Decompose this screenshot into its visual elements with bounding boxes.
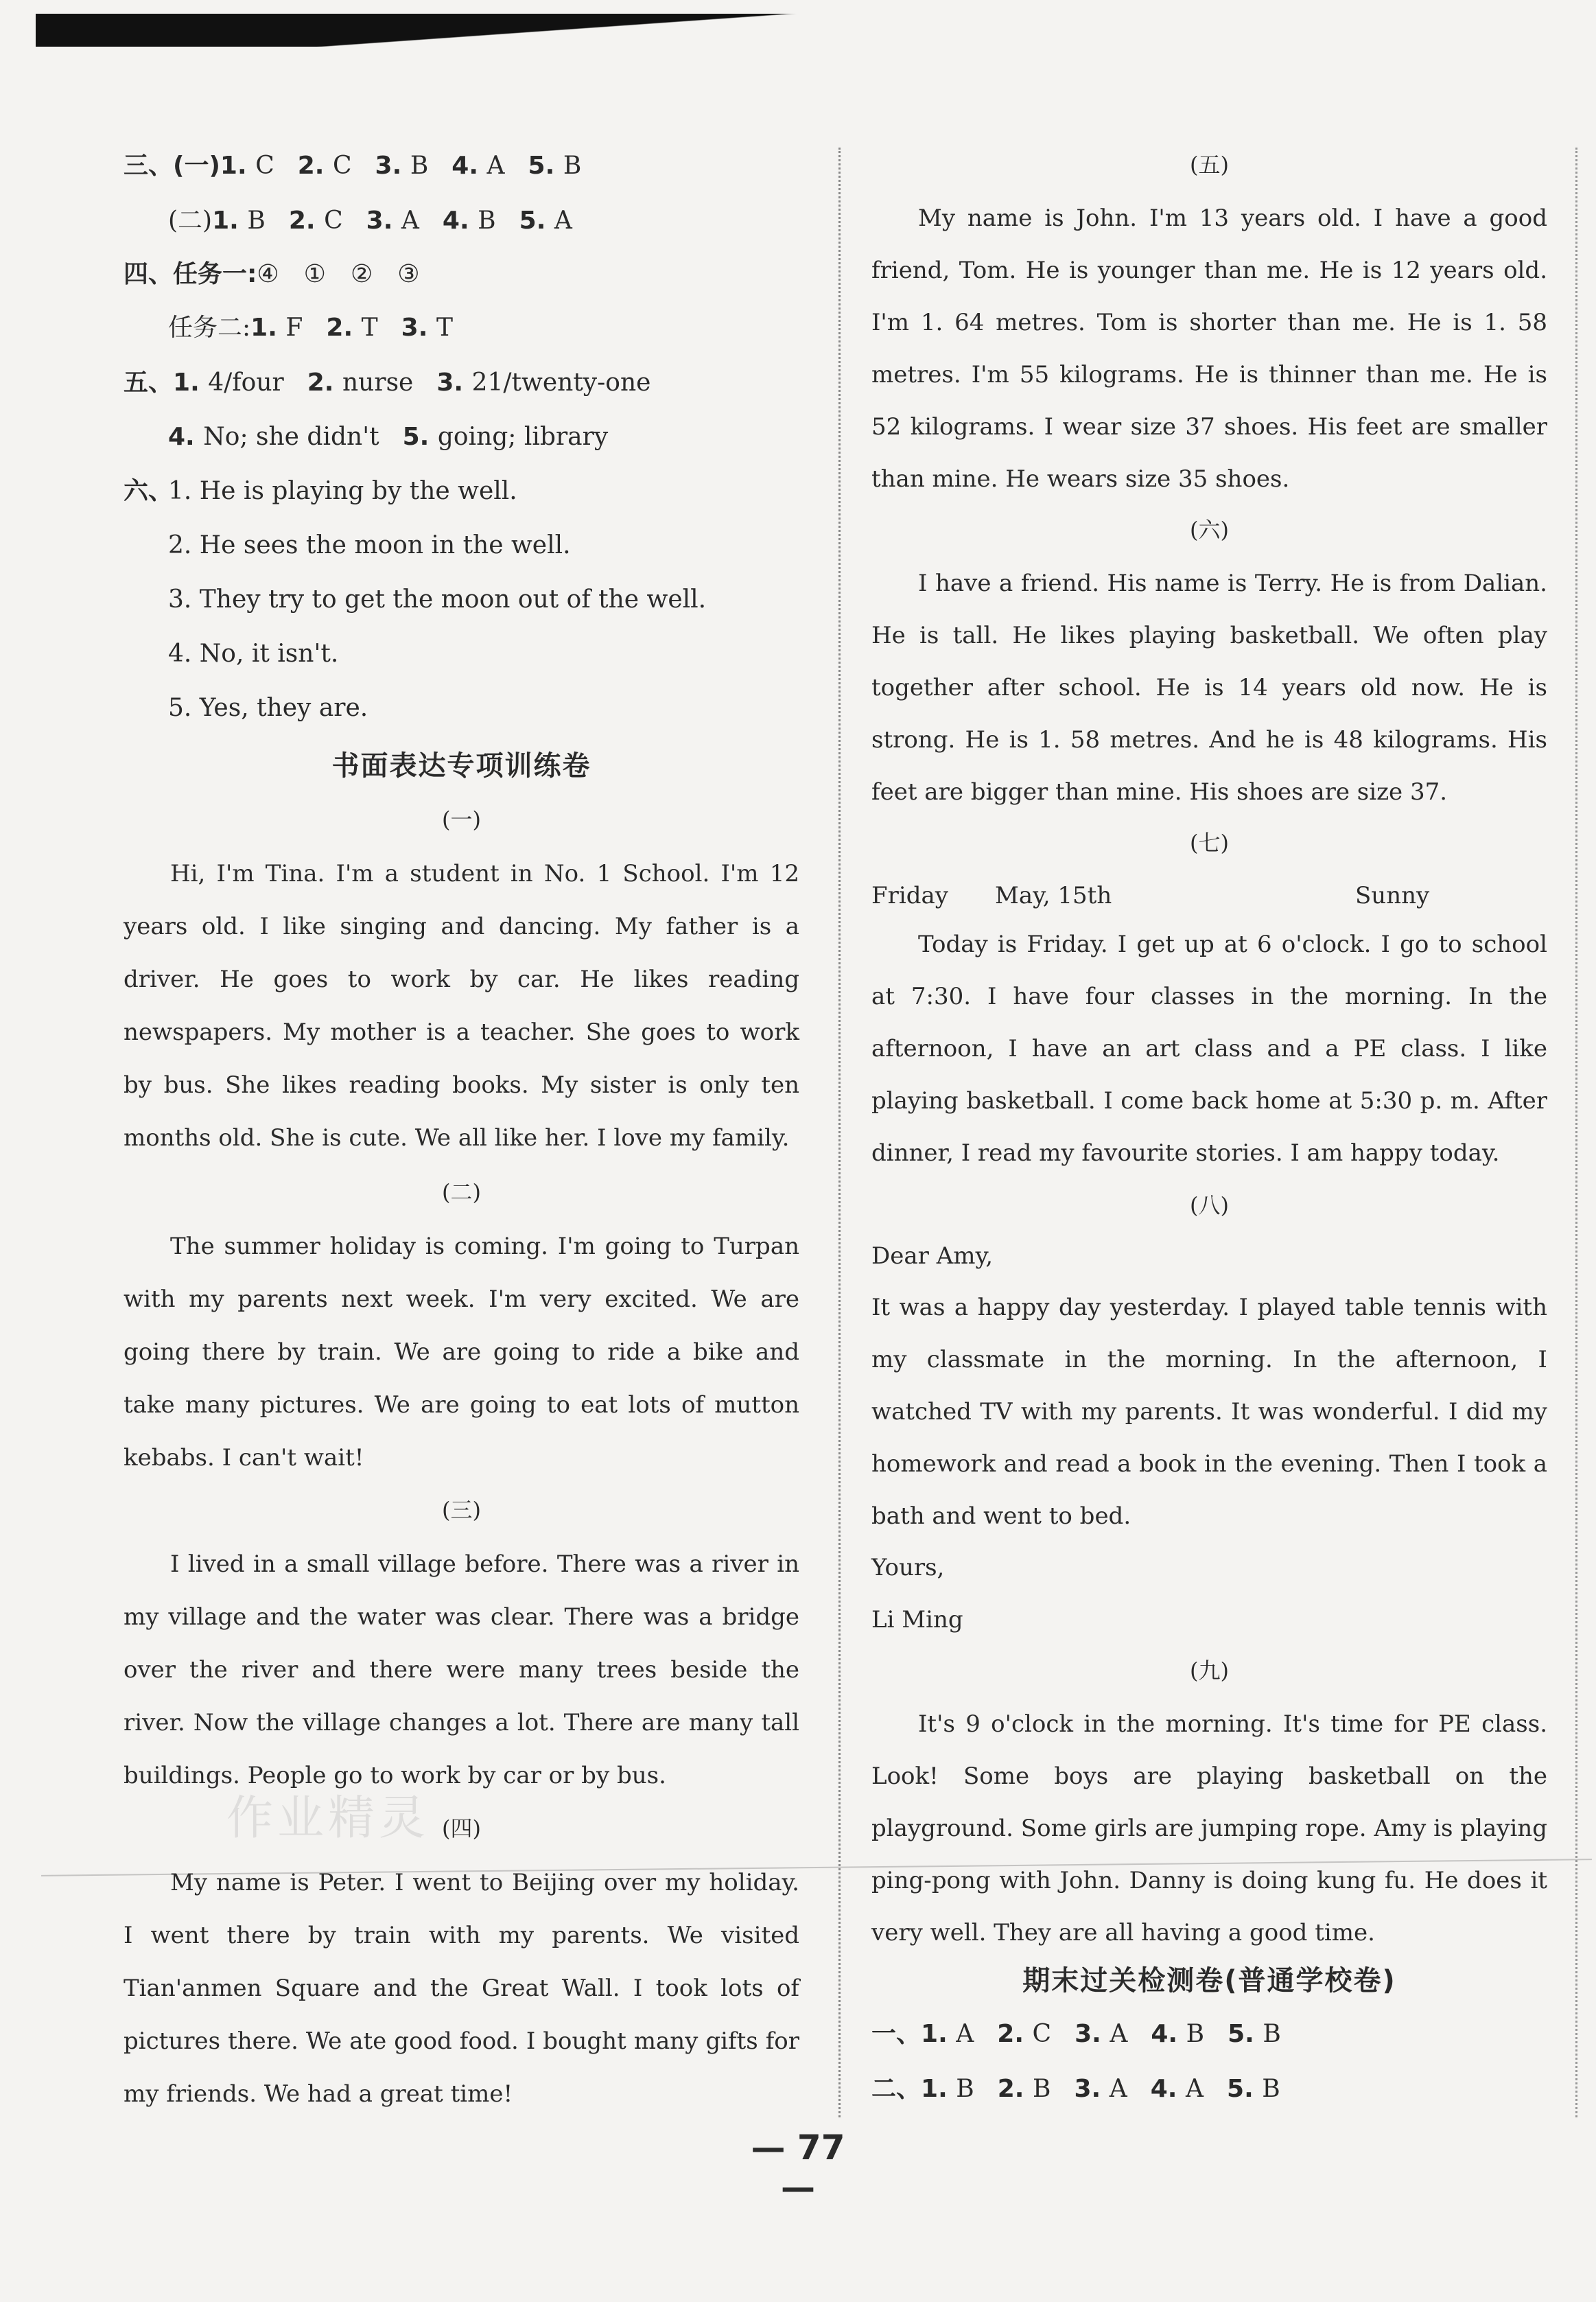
passage-number-1: (一) <box>442 806 481 833</box>
answer-6-2: 2. He sees the moon in the well. <box>168 531 571 559</box>
answer-row-5-2 <box>168 422 631 452</box>
page-edge-line <box>1575 148 1577 2117</box>
diary-date: May, 15th <box>995 882 1112 909</box>
passage-8: It was a happy day yesterday. I played table tennis with my classmate in the morning. In the afternoon, I watched TV with my parents. It was wonderful. I did my homework and read a book in the evening. Then I took a bath and went to bed. <box>871 1294 1547 1530</box>
answer-item: 1. B <box>921 2075 974 2103</box>
passage-3: I lived in a small village before. There was a river in my village and the water was clear. There was a bridge over the river and there were many trees beside the river. Now the village changes a lot. There are many tall buildings. People go to work by car or by bus. <box>124 1550 799 1789</box>
answer-item: 5. B <box>1228 2020 1281 2048</box>
answer-6-1: 1. He is playing by the well. <box>168 477 517 505</box>
diary-day: Friday <box>871 882 948 909</box>
answer-item: 4. A <box>1150 2075 1204 2103</box>
passage-number-5: (五) <box>1190 152 1229 178</box>
watermark: 作业精灵 <box>226 1791 430 1846</box>
answer-6-3: 3. They try to get the moon out of the well. <box>168 585 707 614</box>
passage-1: Hi, I'm Tina. I'm a student in No. 1 School. I'm 12 years old. I like singing and dancing. My father is a driver. He goes to work by car. He likes reading newspapers. My mother is a teacher. She goes to work by bus. She likes reading books. My sister is only ten months old. She is cute. We all like her. I love my family. <box>124 860 799 1152</box>
final-answer-row-2: 二、1. B 2. B 3. A 4. A 5. B <box>871 2075 1280 2103</box>
diary-weather: Sunny <box>1355 882 1430 909</box>
answer-item: 1. 4/four <box>173 369 284 397</box>
passage-6: I have a friend. His name is Terry. He is from Dalian. He is tall. He likes playing basketball. We often play together after school. He is 14 years old now. He is strong. He is 1. 58 metres. And he is 48 kilograms. His feet are bigger than mine. His shoes are size 37. <box>871 570 1547 806</box>
answer-row-3-2: (二)1. B 2. C 3. A 4. B 5. A <box>168 207 572 235</box>
column-divider <box>838 148 841 2117</box>
answer-item: 3. B <box>375 152 429 180</box>
answer-row-3-1: 三、(一)1. C 2. C 3. B 4. A 5. B <box>124 152 582 180</box>
letter-signature: Li Ming <box>871 1606 963 1634</box>
passage-number-8: (八) <box>1190 1192 1229 1218</box>
answer-item: 3. A <box>366 207 419 235</box>
letter-greeting: Dear Amy, <box>871 1242 994 1270</box>
answer-item: 3. A <box>1075 2020 1128 2048</box>
answer-item: 1. C <box>220 152 274 180</box>
answer-item: 2. B <box>997 2075 1051 2103</box>
passage-4: My name is Peter. I went to Beijing over my holiday. I went there by train with my parents. We visited Tian'anmen Square and the Great Wall. I took lots of pictures there. We ate good food. I bought many gifts for my friends. We had a great time! <box>124 1869 799 2108</box>
answer-item: 5. B <box>1227 2075 1280 2103</box>
answer-item: 2. C <box>997 2020 1052 2048</box>
answer-item: 3. A <box>1074 2075 1127 2103</box>
scan-top-bar <box>36 14 928 47</box>
answer-item: 2. C <box>288 207 343 235</box>
answer-item: 5. B <box>528 152 582 180</box>
answer-item: 2. nurse <box>307 369 414 397</box>
page-number: — 77 — <box>751 2128 845 2207</box>
answer-item: 5. A <box>519 207 572 235</box>
section-title-writing: 书面表达专项训练卷 <box>331 750 591 782</box>
passage-number-6: (六) <box>1190 517 1229 543</box>
answer-item: 4. B <box>442 207 496 235</box>
answer-item: 1. F <box>250 314 303 342</box>
answer-6-5: 5. Yes, they are. <box>168 694 368 722</box>
passage-9: It's 9 o'clock in the morning. It's time for PE class. Look! Some boys are playing basketball on the playground. Some girls are jumping rope. Amy is playing ping-pong with John. Danny is doing kung fu. He does it very well. They are all having a good time. <box>871 1710 1547 1946</box>
passage-number-9: (九) <box>1190 1658 1229 1684</box>
answer-item: 2. T <box>326 314 378 342</box>
answer-item: 3. T <box>401 314 453 342</box>
answer-row-5-1: 五、1. 4/four 2. nurse 3. 21/twenty-one <box>124 369 651 397</box>
passage-2: The summer holiday is coming. I'm going to Turpan with my parents next week. I'm very excited. We are going there by train. We are going to ride a bike and take many pictures. We are going to eat lots of mutton kebabs. I can't wait! <box>124 1233 799 1472</box>
passage-number-4: (四) <box>442 1815 481 1841</box>
answer-item: 4. A <box>451 152 505 180</box>
passage-5: My name is John. I'm 13 years old. I have a good friend, Tom. He is younger than me. He is 12 years old. I'm 1. 64 metres. Tom is shorter than me. He is 1. 58 metres. I'm 55 kilograms. He is thinner than me. He is 52 kilograms. I wear size 37 shoes. His feet are smaller than mine. He wears size 35 shoes. <box>871 205 1547 493</box>
answer-item: 4. No; she didn't <box>168 423 379 451</box>
answer-item: 5. going; library <box>402 423 609 451</box>
answer-row-6-label: 六、 <box>124 477 174 505</box>
answer-row-4-2: 任务二:1. F 2. T 3. T <box>168 314 453 342</box>
final-answer-row-1: 一、1. A 2. C 3. A 4. B 5. B <box>871 2020 1281 2048</box>
answer-6-4: 4. No, it isn't. <box>168 640 339 668</box>
passage-7: Today is Friday. I get up at 6 o'clock. I go to school at 7:30. I have four classes in the morning. In the afternoon, I have an art class and a PE class. I like playing basketball. I come back home at 5:30 p. m. After dinner, I read my favourite stories. I am happy today. <box>871 931 1547 1167</box>
answer-item: 1. A <box>921 2020 974 2048</box>
answer-row-4-1: 四、任务一:④ ① ② ③ <box>124 260 420 288</box>
passage-number-7: (七) <box>1190 830 1229 856</box>
passage-number-2: (二) <box>442 1179 481 1205</box>
answer-item: 4. B <box>1151 2020 1205 2048</box>
section-title-final-exam: 期末过关检测卷(普通学校卷) <box>1022 1965 1396 1997</box>
answer-item: 1. B <box>212 207 266 235</box>
answer-item: 2. C <box>297 152 352 180</box>
passage-number-3: (三) <box>442 1497 481 1523</box>
letter-closing: Yours, <box>871 1554 945 1581</box>
answer-item: 3. 21/twenty-one <box>436 369 651 397</box>
